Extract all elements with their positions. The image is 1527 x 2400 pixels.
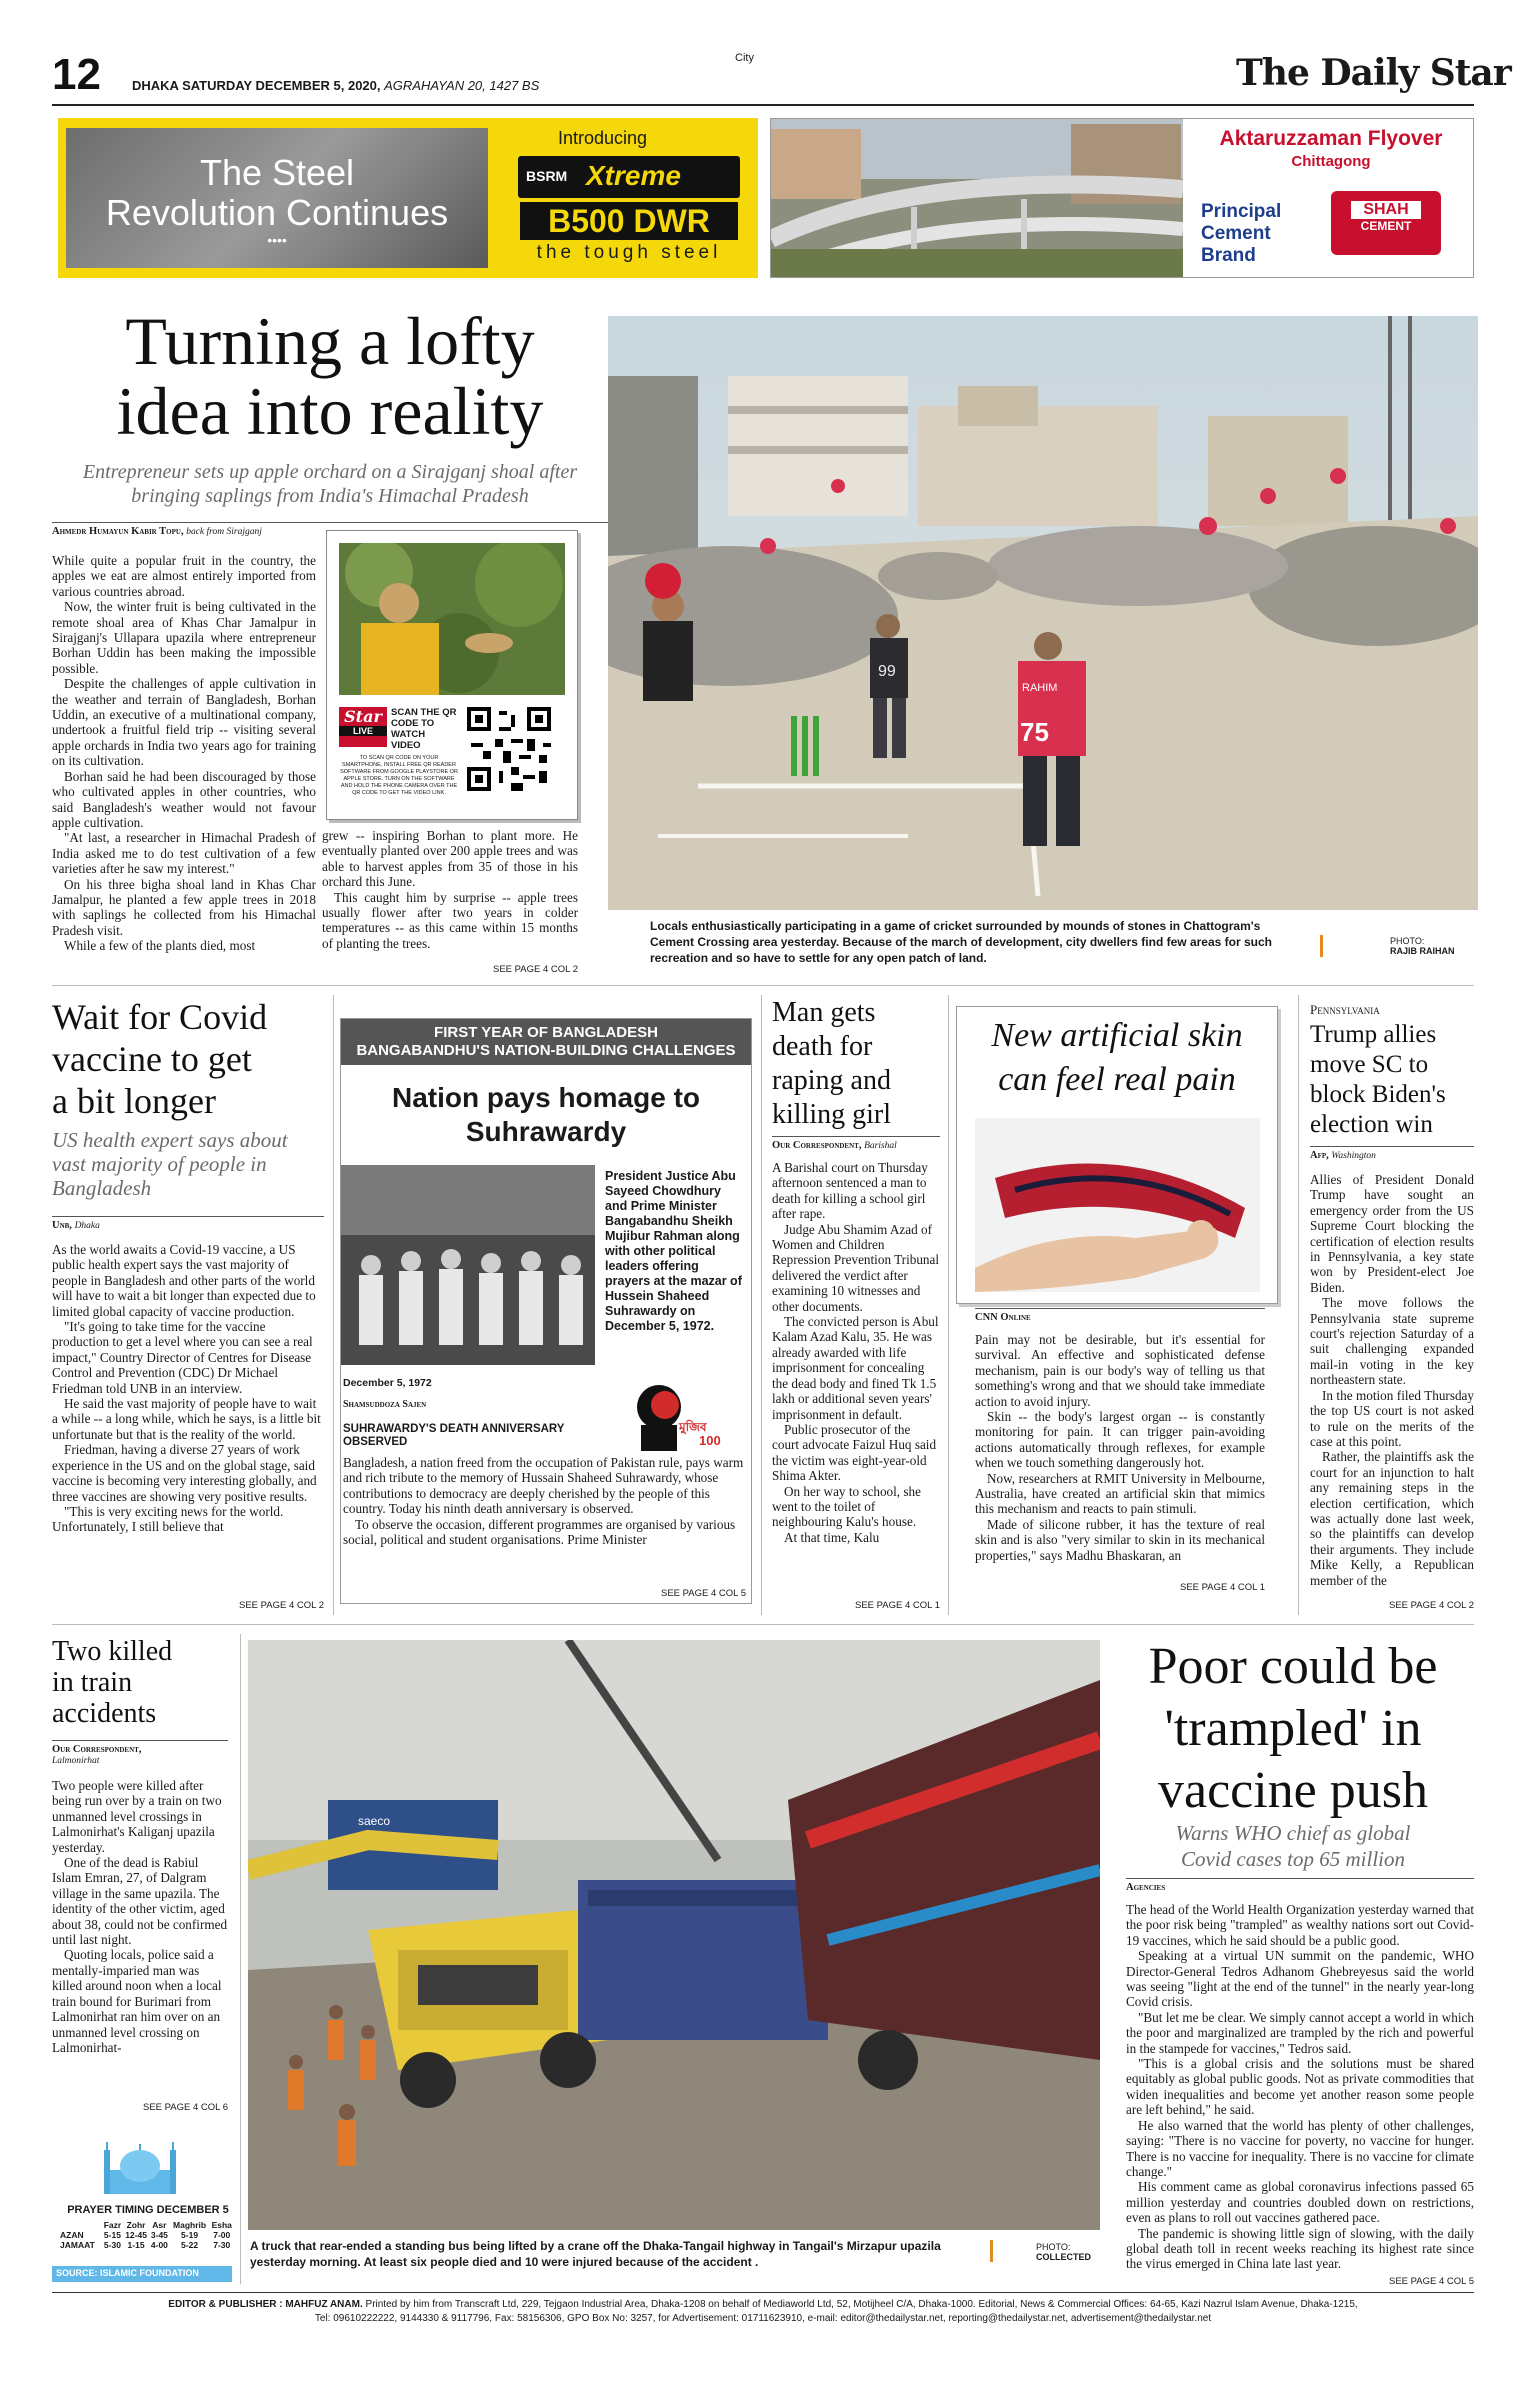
credit-name: RAJIB RAIHAN (1390, 946, 1455, 956)
prayer-azan-row: AZAN 5-15 12-45 3-45 5-19 7-00 (60, 2230, 231, 2240)
trump-body (1310, 1172, 1474, 1588)
section-rule (52, 1624, 1474, 1625)
shah-principal (1201, 201, 1281, 267)
cricket-photo (608, 316, 1478, 910)
skin-paragraph: Skin -- the body's largest organ -- is constantly monitoring for pain. It can trigger pain-avoiding actions automatically through reflexes, for example when we touch something dangerously hot. (975, 1409, 1265, 1471)
shah-line-2: Cement (1201, 223, 1271, 244)
who-headline-2: 'trampled' in (1164, 1700, 1422, 1757)
caption-marker (990, 2240, 993, 2262)
mujib-logo-text: মুজিব (679, 1420, 707, 1434)
covid-paragraph: He said the vast majority of people have to wait a while -- a long while, which he says, is a little bit unfortunate but that is the reality of the world. (52, 1396, 321, 1442)
covid-body (52, 1242, 324, 1535)
credit-name: COLLECTED (1036, 2252, 1091, 2262)
bsrm-grade: B500 DWR (520, 202, 738, 240)
cricket-caption: Locals enthusiastically participating in a game of cricket surrounded by mounds of stones in Chattogram's Cement Crossing area yesterday. Because of the march of development, city dwellers find few areas for such recreation and so have to settle for any open patch of land. (650, 919, 1272, 965)
cricket-credit (1390, 936, 1455, 956)
suhrawardy-headline (341, 1081, 751, 1149)
lead-paragraph: While a few of the plants died, most (64, 938, 256, 954)
trump-headline-1: Trump allies (1310, 1021, 1437, 1048)
rape-paragraph: Public prosecutor of the court advocate Faizul Huq said the victim was eight-year-old Shima Akter. (772, 1421, 937, 1484)
rape-paragraph: A Barishal court on Thursday afternoon sentenced a man to death for killing a school girl after rape. (772, 1160, 928, 1222)
covid-paragraph: "It's going to take time for the vaccine production to get a level where you can see a real impact," Country Director of Centres for Disease Control and Prevention (CDC) Dr Michael Friedman told UNB in an interview. (52, 1319, 313, 1396)
rape-byline: Our Correspondent, Barishal (772, 1136, 940, 1151)
lead-headline-line-2: idea into reality (116, 373, 544, 449)
section-label: City (735, 52, 754, 64)
banner-line-1: FIRST YEAR OF BANGLADESH (434, 1024, 658, 1041)
suhrawardy-box (340, 1018, 752, 1604)
shah-logo-2: CEMENT (1360, 219, 1412, 233)
trump-paragraph: Allies of President Donald Trump have sought an emergency order from the US Supreme Court blocking the certification of election results in Pennsylvania, a key state won by President-elect Joe Biden. (1310, 1172, 1474, 1295)
suhrawardy-headline-2: Suhrawardy (465, 1116, 627, 1147)
skin-paragraph: Made of silicone rubber, it has the texture of real skin and is also "very similar to skin in its mechanical properties," says Madhu Bhaskaran, an (975, 1516, 1265, 1563)
imprint-line-1: EDITOR & PUBLISHER : MAHFUZ ANAM. Printed by him from Transcraft Ltd, 229, Tejgaon Industrial Area, Dhaka-1208 on behalf of Mediaworld Ltd, 52, Motijheel C/A, Dhaka-1000. Editorial, News & Commercial Offices: 64-65, Kazi Nazrul Islam Avenue, Dhaka-1215, (168, 2299, 1358, 2310)
bsrm-tagline-2: Revolution Continues (105, 192, 449, 233)
bsrm-tagline-1: The Steel (199, 152, 355, 193)
rape-headline (772, 996, 952, 1132)
shah-cement-ad[interactable] (770, 118, 1474, 278)
lead-jump[interactable]: SEE PAGE 4 COL 2 (492, 964, 578, 975)
live-label: LIVE (339, 726, 387, 736)
covid-headline-3: a bit longer (52, 1081, 216, 1121)
archival-photo (341, 1165, 595, 1365)
shah-city: Chittagong (1291, 153, 1371, 170)
lead-body-col-2 (322, 828, 578, 951)
imprint (52, 2298, 1474, 2326)
lead-paragraph: Despite the challenges of apple cultivation in the weather and terrain of Bangladesh, Borhan Uddin, an executive of a multinational company, undertook a fruitful field trip -- visiting several apple orchards in India two years ago for training on its cultivation. (52, 676, 316, 769)
crash-caption: A truck that rear-ended a standing bus being lifted by a crane off the Dhaka-Tangail highway in Tangail's Mirzapur upazila yesterday morning. At least six people died and 10 were injured because of the accident . (250, 2239, 941, 2269)
rape-headline-4: killing girl (772, 1099, 891, 1130)
who-paragraph: "But let me be clear. We simply cannot accept a world in which the poor and marginalized are trampled by the rich and powerful in the stampede for vaccines," Tedros said. (1126, 2009, 1474, 2056)
trump-headline (1310, 1020, 1474, 1140)
shah-line-1: Principal (1201, 201, 1282, 222)
lead-paragraph: grew -- inspiring Borhan to plant more. He eventually planted over 200 apple trees and was able to harvest apples from 35 of those in his orchard this June. (322, 828, 578, 890)
crash-credit (1036, 2242, 1091, 2262)
suhrawardy-subhead (343, 1423, 603, 1449)
bsrm-banner (66, 128, 488, 268)
lead-paragraph: Now, the winter fruit is being cultivated in the remote shoal area of Khas Char Jamalpur in Sirajganj's Ullapara upazila where entrepreneur Borhan Uddin has been making the impossible possible. (52, 599, 316, 676)
covid-paragraph: "This is very exciting news for the world. Unfortunately, I still believe that (52, 1503, 284, 1535)
who-paragraph: The pandemic is showing little sign of slowing, with the daily global death toll in recent weeks reaching its highest rate since the virus emerged in China late last year. (1126, 2225, 1474, 2272)
skin-body (975, 1332, 1265, 1563)
column-rule (333, 995, 334, 1615)
subhead-2: OBSERVED (343, 1436, 408, 1448)
rape-paragraph: On her way to school, she went to the toilet of neighbouring Kalu's house. (772, 1483, 921, 1530)
trump-jump[interactable]: SEE PAGE 4 COL 2 (1388, 1600, 1474, 1611)
suhrawardy-body (343, 1455, 747, 1547)
trump-byline: Afp, Washington (1310, 1146, 1474, 1161)
rape-paragraph: The convicted person is Abul Kalam Azad Kalu, 35. He was already awarded with life imprisonment for concealing the dead body and fined Tk 1.5 lakh or additional seven years' imprisonment in default. (772, 1314, 939, 1422)
lead-body-col-1 (52, 553, 316, 954)
suhrawardy-banner (341, 1019, 751, 1065)
skin-headline (958, 1014, 1276, 1102)
lead-paragraph: On his three bigha shoal land in Khas Char Jamalpur, he planted a few apple trees in 2018 with saplings he collected from his Himachal Pradesh visit. (52, 876, 316, 938)
star-live-logo (339, 707, 387, 747)
qr-title: SCAN THE QR CODE TO WATCH VIDEO (391, 707, 457, 751)
dateline: DHAKA SATURDAY DECEMBER 5, 2020, AGRAHAYAN 20, 1427 BS (132, 78, 540, 93)
skin-headline-1: New artificial skin (991, 1017, 1243, 1054)
shah-logo-1: SHAH (1351, 201, 1421, 219)
trump-paragraph: Rather, the plaintiffs ask the court for an injunction to halt any remaining steps in the election certification, which was actually done last week, so the plaintiffs can develop their arguments. They include Mike Kelly, a Republican member of the (1310, 1449, 1474, 1588)
train-jump[interactable]: SEE PAGE 4 COL 6 (142, 2102, 228, 2113)
who-paragraph: "This is a global crisis and the solutions must be shared equitably as global public goods. Not as private commodities that widen inequalities and become yet another reason some people are left behind," he said. (1126, 2056, 1474, 2118)
prayer-table (60, 2220, 234, 2250)
lead-deck: Entrepreneur sets up apple orchard on a Sirajganj shoal after bringing saplings from India's Himachal Pradesh (82, 461, 578, 507)
who-headline-3: vaccine push (1157, 1762, 1428, 1819)
suhrawardy-paragraph: Bangladesh, a nation freed from the occupation of Pakistan rule, pays warm and rich tribute to the memory of Hussain Shaheed Suhrawardy, whose contributions to democracy are deeply cherished by the people of this country. Today his ninth death anniversary is observed. (343, 1455, 744, 1517)
lead-headline (52, 303, 608, 449)
prayer-header-row: Fazr Zohr Asr Maghrib Esha (103, 2220, 232, 2230)
paper-logo: The Daily Star (1236, 52, 1511, 94)
mujib-logo-num: 100 (699, 1433, 721, 1448)
shah-title: Aktaruzzaman Flyover (1219, 127, 1443, 150)
rape-jump[interactable]: SEE PAGE 4 COL 1 (854, 1600, 940, 1611)
train-body (52, 1778, 228, 2055)
rape-paragraph: Judge Abu Shamim Azad of Women and Children Repression Prevention Tribunal delivered the verdict after examining 10 witnesses and other documents. (772, 1221, 940, 1314)
train-byline: Our Correspondent, Lalmonirhat (52, 1740, 228, 1766)
lead-headline-line-1: Turning a lofty (125, 303, 535, 379)
bsrm-xtreme: Xtreme (586, 160, 681, 191)
who-paragraph: He also warned that the world has plenty of other challenges, saying: "There is no vaccine for poverty, no vaccine for hunger. There is no vaccine for inequality. There is no vaccine for climate change." (1126, 2117, 1474, 2179)
trump-paragraph: The move follows the Pennsylvania state supreme court's rejection Saturday of a suit challenging expanded mail-in voting in the key northeastern state. (1310, 1295, 1474, 1388)
section-rule (52, 985, 1474, 986)
rape-headline-2: death for (772, 1031, 873, 1062)
column-rule (1298, 995, 1299, 1615)
suhrawardy-headline-1: Nation pays homage to (391, 1082, 701, 1113)
train-headline (52, 1636, 232, 1729)
column-rule (761, 995, 762, 1615)
bsrm-intro: Introducing (558, 128, 648, 148)
covid-headline-2: vaccine to get (52, 1039, 252, 1079)
covid-deck: US health expert says about vast majority of people in Bangladesh (52, 1128, 288, 1200)
masthead-rule (52, 104, 1474, 106)
column-rule (240, 1634, 241, 2284)
truck-label: saeco (358, 1814, 391, 1828)
imprint-line-2: Tel: 09610222222, 9144330 & 9117796, Fax: 58156306, GPO Box No: 3257, for Advertisement: 01711623910, e-mail: editor@thedailystar.net, reporting@thedailystar.net, advertisement@thedailystar.net (314, 2313, 1212, 2324)
train-paragraph: Two people were killed after being run over by a train on two unmanned level crossings in Lalmonirhat's Kaliganj upazila yesterday. (52, 1778, 222, 1855)
train-headline-3: accidents (52, 1698, 157, 1729)
jersey-name: RAHIM (1022, 682, 1058, 694)
covid-paragraph: As the world awaits a Covid-19 vaccine, a US public health expert says the vast majority of people in Bangladesh and other parts of the world will have to wait a bit longer than expected due to limited global capacity of vaccine production. (52, 1242, 316, 1319)
bsrm-slogan: the tough steel (536, 242, 722, 263)
train-paragraph: Quoting locals, police said a mentally-imparied man was killed around noon when a local train bound for Burimari from Lalmonirhat ran him over on an unmanned level crossing on Lalmonirhat- (52, 1947, 222, 2055)
jersey-number-1: 99 (878, 663, 896, 680)
shah-logo (1331, 191, 1441, 255)
who-deck (1112, 1820, 1474, 1872)
lead-paragraph: While quite a popular fruit in the country, the apples we eat are almost entirely imported from various countries abroad. (52, 553, 316, 599)
subhead-1: SUHRAWARDY'S DEATH ANNIVERSARY (343, 1423, 565, 1435)
prayer-jamaat-row: JAMAAT 5-30 1-15 4-00 5-22 7-30 (60, 2240, 231, 2250)
shah-line-3: Brand (1201, 245, 1256, 266)
bsrm-brand: BSRM (526, 168, 568, 184)
crash-photo (248, 1640, 1100, 2230)
covid-headline-1: Wait for Covid (52, 997, 268, 1037)
who-deck-1: Warns WHO chief as global (1175, 1821, 1411, 1845)
rape-headline-3: raping and (772, 1065, 891, 1096)
covid-byline: Unb, Dhaka (52, 1216, 324, 1231)
who-headline-1: Poor could be (1148, 1638, 1438, 1695)
rape-paragraph: At that time, Kalu (784, 1529, 880, 1545)
skin-byline: CNN Online (975, 1308, 1265, 1323)
skin-headline-2: can feel real pain (998, 1061, 1236, 1098)
archival-photo-caption: President Justice Abu Sayeed Chowdhury and Prime Minister Bangabandhu Sheikh Mujibur Rahman along with other political leaders offering prayers at the mazar of Hussein Shaheed Suhrawardy on December 5, 1972. (605, 1169, 742, 1333)
trump-headline-4: election win (1310, 1111, 1433, 1138)
apple-photo-box (326, 530, 578, 820)
lead-paragraph: Borhan said he had been discouraged by those who cultivated apples in other countries, who said Bangladesh's weather would not favour apple cultivation. (52, 768, 316, 830)
train-headline-1: Two killed (52, 1636, 173, 1667)
who-byline: Agencies (1126, 1878, 1474, 1893)
covid-paragraph: Friedman, having a diverse 27 years of work experience in the US and on the global stage, said vaccine is becoming very interesting globally, and three vaccines are showing very positive results. (52, 1442, 317, 1504)
bsrm-logo (518, 156, 740, 198)
train-headline-2: in train (52, 1667, 133, 1698)
jersey-number-2: 75 (1020, 717, 1049, 747)
footer-rule (52, 2292, 1474, 2293)
skin-paragraph: Pain may not be desirable, but it's essential for survival. An effective and sophisticated defense mechanism, pain is our body's way of telling us that something's wrong and that we should take immediate action to avoid injury. (975, 1332, 1265, 1409)
who-deck-2: Covid cases top 65 million (1181, 1847, 1405, 1871)
covid-jump[interactable]: SEE PAGE 4 COL 2 (238, 1600, 324, 1611)
suhrawardy-date: December 5, 1972 (343, 1377, 432, 1389)
trump-headline-2: move SC to (1310, 1051, 1429, 1078)
train-paragraph: One of the dead is Rabiul Islam Emran, 27, of Dalgram village in the same upazila. The identity of the other victim, aged about 38, could not be confirmed until last night. (52, 1855, 228, 1948)
who-jump[interactable]: SEE PAGE 4 COL 5 (1388, 2276, 1474, 2287)
suhrawardy-jump[interactable]: SEE PAGE 4 COL 5 (660, 1588, 746, 1599)
suhrawardy-paragraph: To observe the occasion, different programmes are organised by various social, political and student organisations. Prime Minister (343, 1516, 736, 1548)
page-number: 12 (52, 50, 101, 99)
banner-line-2: BANGABANDHU'S NATION-BUILDING CHALLENGES (356, 1042, 736, 1059)
lead-byline: Ahmedr Humayun Kabir Topu, back from Sirajganj (52, 522, 608, 537)
who-paragraph: The head of the World Health Organization yesterday warned that the poor risk being "trampled" as wealthy nations sort out Covid-19 vaccines, which he said should be a public good. (1126, 1902, 1474, 1948)
prayer-title: PRAYER TIMING DECEMBER 5 (67, 2204, 229, 2216)
skin-paragraph: Now, researchers at RMIT University in Melbourne, Australia, have created an artificial skin that mimics this mechanism and reacts to pain stimuli. (975, 1470, 1265, 1517)
artificial-skin-photo (975, 1118, 1260, 1292)
trump-kicker: Pennsylvania (1310, 1002, 1380, 1017)
mosque-icon (102, 2130, 178, 2196)
covid-headline (52, 996, 332, 1122)
who-headline (1112, 1636, 1474, 1822)
who-body (1126, 1902, 1474, 2272)
apple-farmer-photo (339, 543, 565, 695)
caption-marker (1320, 935, 1323, 957)
lead-paragraph: "At last, a researcher in Himachal Pradesh of India asked me to do test cultivation of a few varieties after he saw my interest." (52, 830, 316, 877)
rape-headline-1: Man gets (772, 997, 876, 1028)
bsrm-ad[interactable] (58, 118, 758, 278)
credit-label: PHOTO: (1036, 2242, 1071, 2252)
lead-paragraph: This caught him by surprise -- apple trees usually flower after two years in colder temperatures -- as this came within 15 months of planting the trees. (322, 889, 578, 951)
bsrm-dots: •••• (267, 232, 287, 248)
suhrawardy-byline: Shamsuddoza Sajen (343, 1399, 427, 1410)
rape-body (772, 1160, 940, 1545)
prayer-source: SOURCE: ISLAMIC FOUNDATION (52, 2266, 232, 2282)
credit-label: PHOTO: (1390, 936, 1425, 946)
who-paragraph: Speaking at a virtual UN summit on the pandemic, WHO Director-General Tedros Adhanom Ghebreyesus said the world was seeing "light at the end of the tunnel" in the nearly year-long Covid crisis. (1126, 1948, 1474, 2010)
who-paragraph: His comment came as global coronavirus infections passed 65 million yesterday and countries doubled down on restrictions, even as plans to roll out vaccines gathered pace. (1126, 2179, 1474, 2226)
skin-jump[interactable]: SEE PAGE 4 COL 1 (1179, 1582, 1265, 1593)
trump-paragraph: In the motion filed Thursday the top US court is not asked to rule on the merits of the case at this point. (1310, 1387, 1474, 1449)
flyover-image (771, 119, 1183, 277)
column-rule (948, 995, 949, 1615)
qr-code[interactable] (463, 703, 555, 795)
star-logo-text: Star (344, 707, 382, 726)
qr-instructions: TO SCAN QR CODE ON YOUR SMARTPHONE, INSTALL FREE QR READER SOFTWARE FROM GOOGLE PLAYSTORE OR APPLE STORE. TURN ON THE SOFTWARE AND HOLD THE PHONE CAMERA OVER THE QR CODE TO GET THE VIDEO LINK. (340, 755, 458, 796)
mujib-100-logo (625, 1375, 729, 1455)
trump-headline-3: block Biden's (1310, 1081, 1446, 1108)
